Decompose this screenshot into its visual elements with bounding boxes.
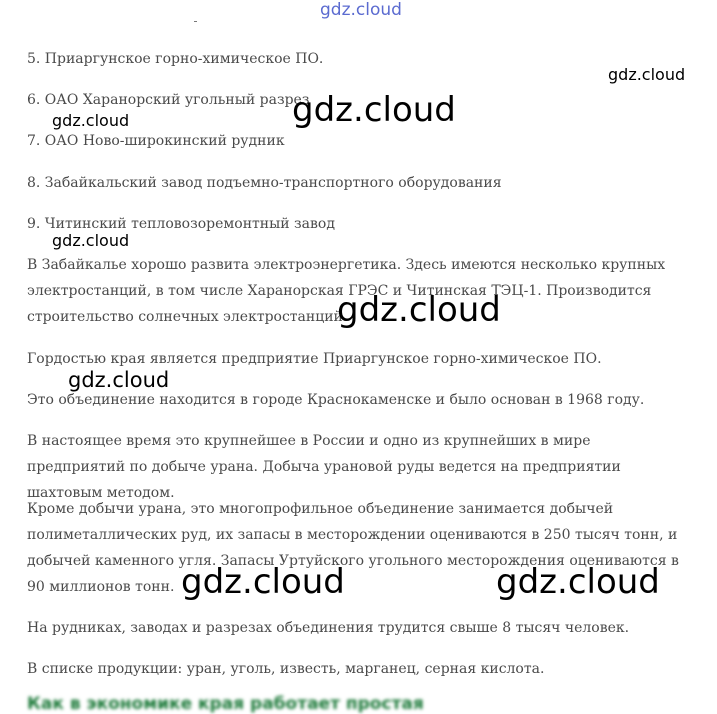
- list-item-6: 6. ОАО Харанорский угольный разрез: [27, 92, 310, 108]
- watermark-large: gdz.cloud: [496, 562, 660, 602]
- list-item-5: 5. Приаргунское горно-химическое ПО.: [27, 51, 324, 67]
- stray-mark: [194, 21, 197, 22]
- section-heading: Как в экономике края работает простая: [27, 694, 424, 714]
- paragraph-workers: На рудниках, заводах и разрезах объединения трудится свыше 8 тысяч человек.: [27, 620, 630, 636]
- watermark-top: gdz.cloud: [320, 0, 402, 20]
- watermark-large: gdz.cloud: [337, 290, 501, 330]
- watermark-small: gdz.cloud: [52, 111, 130, 130]
- paragraph-energy: В Забайкалье хорошо развита электроэнергетика. Здесь имеются несколько крупных электростанций, в том числе Харанорская ГРЭС и Читинская ТЭЦ-1. Производится строительство солнечных электростанций.: [27, 257, 666, 325]
- paragraph-diversified: Кроме добычи урана, это многопрофильное объединение занимается добычей полиметаллических руд, их запасы в месторождении оцениваются в 250 тысяч тонн, и добычей каменного угля. Запасы Уртуйского угольного месторождения оцениваются в 90 миллионов тонн.: [27, 501, 679, 595]
- paragraph-products: В списке продукции: уран, уголь, известь, марганец, серная кислота.: [27, 661, 545, 677]
- watermark-small: gdz.cloud: [52, 231, 130, 250]
- list-item-9: 9. Читинский тепловозоремонтный завод: [27, 216, 335, 232]
- list-item-7: 7. ОАО Ново-широкинский рудник: [27, 133, 285, 149]
- watermark-small: gdz.cloud: [608, 65, 686, 84]
- paragraph-pride: Гордостью края является предприятие Приаргунское горно-химическое ПО.: [27, 351, 602, 367]
- paragraph-uranium: В настоящее время это крупнейшее в России и одно из крупнейших в мире предприятий по добыче урана. Добыча урановой руды ведется на предприятии шахтовым методом.: [27, 433, 621, 501]
- watermark-small: gdz.cloud: [68, 368, 170, 392]
- paragraph-founded: Это объединение находится в городе Краснокаменске и было основан в 1968 году.: [27, 392, 645, 408]
- watermark-large: gdz.cloud: [181, 562, 345, 602]
- watermark-large: gdz.cloud: [292, 90, 456, 130]
- list-item-8: 8. Забайкальский завод подъемно-транспортного оборудования: [27, 175, 502, 191]
